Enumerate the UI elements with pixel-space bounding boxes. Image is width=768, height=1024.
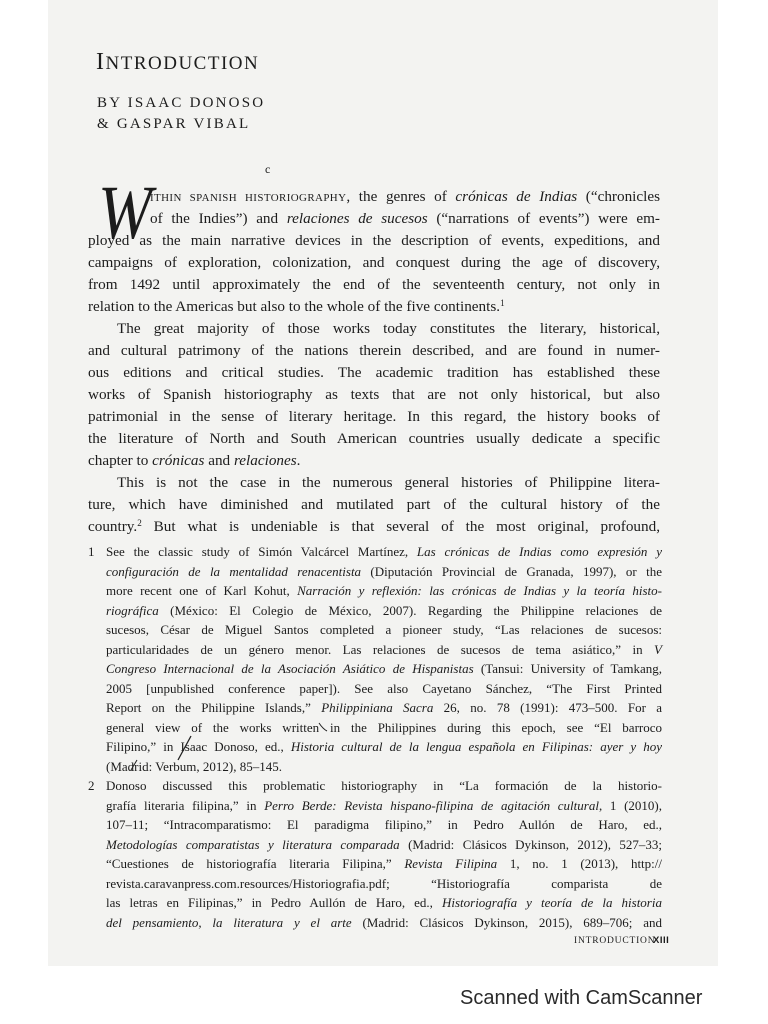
text-run: las letras en Filipinas,” in Pedro Aullón de Haro, ed., (106, 895, 442, 910)
text-line (88, 296, 660, 318)
text-line (88, 516, 660, 538)
text-line (106, 796, 662, 816)
italic-run: Revista Filipina (404, 856, 498, 871)
text-line (106, 815, 662, 835)
text-run: particularidades de un género menor. Las relaciones de sucesos de tema asiático,” in (106, 641, 655, 657)
text-line (106, 913, 662, 933)
body-paragraph (88, 318, 660, 472)
text-run: 26, no. 78 (1991): 473–500. For a (433, 700, 662, 715)
italic-run: crónicas (152, 452, 205, 469)
text-run: campaigns of exploration, colonization, and conquest during the age of discovery, (88, 254, 660, 271)
italic-run: Philippiniana Sacra (321, 700, 434, 715)
scanner-watermark: Scanned with CamScanner (460, 987, 703, 1009)
text-run: . (296, 452, 301, 469)
stray-mark: c (265, 162, 271, 176)
text-run: from 1492 until approximately the end of the seventeenth century, not only in (88, 276, 660, 293)
text-line (88, 472, 660, 494)
text-run: This is not the case in the numerous general histories of Philippine litera- (117, 474, 660, 491)
text-run: 2005 [unpublished conference paper]). See also Cayetano Sánchez, “The First Printed (106, 680, 662, 696)
text-line (88, 252, 660, 274)
text-run: 107–11; “Intracomparatismo: El paradigma filipino,” in Pedro Aullón de Haro, ed., (106, 817, 662, 832)
italic-run: riográfica (106, 602, 159, 618)
text-line (88, 362, 660, 384)
text-run: “Cuestiones de historiografía literaria Filipina,” (106, 856, 405, 871)
text-line (106, 737, 662, 757)
footnote-number: 1 (88, 544, 95, 559)
italic-run: Metodologías comparatistas y literatura comparada (106, 836, 400, 852)
text-run: (México: El Colegio de México, 2007). Regarding the Philippine relaciones de (158, 602, 662, 618)
italic-run: Historia cultural de la lengua española en Filipinas: ayer y hoy (290, 739, 662, 754)
italic-run: Historiografía y teoría de la historia (441, 895, 662, 910)
text-line (106, 698, 662, 718)
text-line (106, 718, 662, 738)
text-run: relation to the Americas but also to the whole of the five continents. (88, 298, 501, 315)
footnote-number: 2 (88, 778, 95, 793)
body-text (88, 171, 660, 538)
drop-cap: W (98, 171, 152, 255)
text-line (88, 384, 660, 406)
author-byline: & GASPAR VIBAL (97, 116, 251, 132)
text-line (106, 601, 662, 621)
text-run: patrimonial in the sense of literary heritage. In this regard, the history books of (88, 408, 660, 425)
text-run: See the classic study of Simón Valcárcel Martínez, (106, 544, 417, 559)
body-paragraph (88, 472, 660, 538)
text-run: (“chronicles (577, 188, 660, 205)
text-run: , 1 (2010), (598, 797, 662, 813)
text-line (106, 581, 662, 601)
italic-run: relaciones de sucesos (286, 210, 428, 227)
text-run: revista.caravanpress.com.resources/Historiografia.pdf; “Historiografía comparista de (106, 875, 662, 891)
text-line (106, 854, 662, 874)
page-number: XIII (653, 935, 670, 946)
text-line (106, 659, 662, 679)
text-run: ous editions and critical studies. The academic tradition has established these (88, 364, 660, 381)
italic-run: crónicas de Indias (455, 188, 578, 205)
italic-run: Congreso Internacional de la Asociación Asiático de Hispanistas (106, 661, 474, 676)
footnote (88, 776, 662, 932)
italic-run: Perro Berde: Revista hispano-filipina de agitación cultural (264, 797, 599, 813)
text-run: ture, which have diminished and mutilated part of the cultural history of the (88, 496, 660, 513)
text-line (88, 406, 660, 428)
text-line (88, 230, 660, 252)
text-line (88, 494, 660, 516)
text-run: country. (88, 518, 138, 535)
text-run: grafía literaria filipina,” in (106, 797, 265, 813)
text-run: and cultural patrimony of the nations therein described, and are found in numer- (88, 342, 660, 359)
italic-run: Narración y reflexión: las crónicas de Indias y la teoría histo- (297, 583, 663, 598)
footnote-ref: 1 (500, 297, 505, 308)
text-line (106, 757, 662, 777)
text-line (106, 776, 662, 796)
text-run: The great majority of those works today constitutes the literary, historical, (117, 320, 660, 337)
text-run: and (204, 452, 234, 469)
text-line (88, 450, 660, 472)
text-line (106, 640, 662, 660)
text-run: sucesos, César de Miguel Santos completed a pioneer study, “Las relaciones de sucesos: (106, 622, 662, 637)
text-run: Donoso discussed this problematic historiography in “La formación de la historio- (106, 778, 662, 793)
text-run: (“narrations of events”) were em- (427, 210, 660, 227)
text-run: But what is undeniable is that several of the most original, profound, (141, 518, 660, 535)
author-byline: BY ISAAC DONOSO (97, 95, 266, 111)
body-paragraph (88, 186, 660, 318)
running-footer-section: INTRODUCTION (574, 936, 656, 946)
text-run: , the genres of (346, 188, 456, 205)
footnote-text (106, 776, 662, 932)
italic-run: relaciones (233, 452, 297, 469)
text-line (106, 542, 662, 562)
text-line (106, 620, 662, 640)
text-run: more recent one of Karl Kohut, (106, 583, 298, 598)
small-caps-run: ITHIN SPANISH HISTORIOGRAPHY (150, 192, 347, 204)
footnote-ref: 2 (137, 517, 142, 528)
italic-run: configuración de la mentalidad renacentista (106, 563, 362, 579)
footnote-text (106, 542, 662, 776)
footnote (88, 542, 662, 776)
text-run: Report on the Philippine Islands,” (106, 700, 322, 715)
text-run: (Madrid: Verbum, 2012), 85–145. (106, 758, 282, 774)
text-run: of the Indies”) and (150, 210, 287, 227)
italic-run: del pensamiento, la literatura y el arte (106, 914, 352, 930)
chapter-title: INTRODUCTION (96, 49, 260, 75)
text-line (106, 835, 662, 855)
text-run: 1, no. 1 (2013), http:// (497, 856, 663, 871)
text-line (88, 274, 660, 296)
text-line (88, 340, 660, 362)
text-line (106, 562, 662, 582)
text-run: general view of the works written in the Philippines during this epoch, see “El barroco (106, 719, 662, 735)
italic-run: V (654, 641, 662, 657)
text-run: (Madrid: Clásicos Dykinson, 2012), 527–33; (399, 836, 662, 852)
text-run: (Madrid: Clásicos Dykinson, 2015), 689–706; and (351, 914, 662, 930)
text-line (106, 893, 662, 913)
text-run: ployed as the main narrative devices in the description of events, expeditions, and (88, 232, 660, 249)
text-line (88, 208, 660, 230)
text-run: (Diputación Provincial de Granada, 1997), or the (361, 563, 662, 579)
text-run: the literature of North and South American countries usually dedicate a specific (88, 430, 660, 447)
text-run: (Tansui: University of Tamkang, (473, 661, 662, 676)
text-line (88, 428, 660, 450)
text-run: works of Spanish historiography as texts that are not only historical, but also (88, 386, 660, 403)
text-line (88, 186, 660, 208)
text-run: Filipino,” in Isaac Donoso, ed., (106, 739, 291, 754)
footnotes (88, 542, 662, 932)
text-line (106, 874, 662, 894)
text-run: chapter to (88, 452, 153, 469)
italic-run: Las crónicas de Indias como expresión y (416, 544, 662, 559)
text-line (106, 679, 662, 699)
text-line (88, 318, 660, 340)
